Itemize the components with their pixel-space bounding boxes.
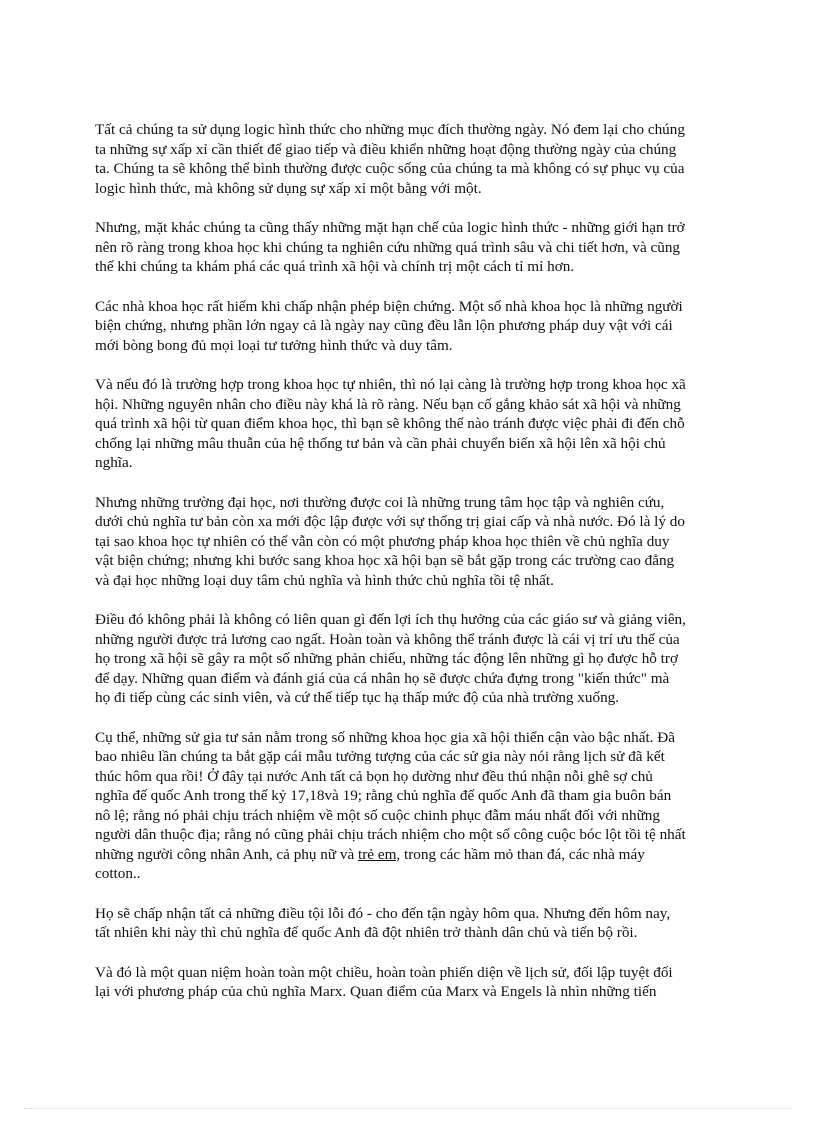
text-line: Và nếu đó là trường hợp trong khoa học tự nhiên, thì nó lại càng là trường hợp trong khoa học xã [95,376,686,393]
text-line: vật biện chứng; nhưng khi bước sang khoa học xã hội bạn sẽ bắt gặp trong các trường cao đẳng [95,552,675,569]
text-line: tất nhiên khi này thì chủ nghĩa đế quốc Anh đã đột nhiên trở thành dân chủ và tiến bộ rồi. [95,924,638,941]
text-line: thúc hôm qua rồi! Ở đây tại nước Anh tất cả bọn họ dường như đều thú nhận nỗi ghê sợ chủ [95,767,653,785]
text-line: nghĩa. [95,454,133,471]
text-line: họ trong xã hội sẽ gây ra một số những phản chiếu, những tác động lên những gì họ được hỗ trợ [95,650,678,667]
text-line: Điều đó không phải là không có liên quan gì đến lợi ích thụ hưởng của các giáo sư và giảng viên, [95,611,686,628]
text-line-with-link [95,845,720,865]
text-line: và đại học những loại duy tâm chủ nghĩa và hình thức chủ nghĩa tồi tệ nhất. [95,571,554,589]
document-body [95,120,720,1022]
text-segment: trong các hầm mỏ than đá, các nhà máy [400,845,645,863]
paragraph-1 [95,120,720,198]
paragraph-2 [95,218,720,277]
text-line: để dạy. Những quan điểm và đánh giá của cá nhân họ sẽ được chứa đựng trong "kiến thức" mà [95,669,670,687]
text-line: họ đi tiếp cùng các sinh viên, và cứ thế tiếp tục hạ thấp mức độ của nhà trường xuống. [95,689,620,706]
text-line: mới bòng bong đủ mọi loại tư tưởng hình thức và duy tâm. [95,336,453,354]
text-line: Các nhà khoa học rất hiếm khi chấp nhận phép biện chứng. Một số nhà khoa học là những người [95,297,683,315]
text-line: ta những sự xấp xỉ cần thiết để giao tiếp và điều khiển những hoạt động thường ngày của chúng [95,140,677,158]
text-line: lại với phương pháp của chủ nghĩa Marx. Quan điểm của Marx và Engels là nhìn những tiến [95,983,657,1000]
text-segment: những người công nhân Anh, cả phụ nữ và [95,845,359,863]
text-line: biện chứng, nhưng phần lớn ngay cả là ngày nay cũng đều lẫn lộn phương pháp duy vật với cái [95,317,673,334]
text-line: cotton.. [95,865,141,882]
text-line: tại sao khoa học tự nhiên có thể vẫn còn có một phương pháp khoa học thiên về chủ nghĩa duy [95,532,670,550]
text-line: Và đó là một quan niệm hoàn toàn một chiều, hoàn toàn phiến diện về lịch sử, đối lập tuyệt đối [95,963,673,981]
text-line: Nhưng, mặt khác chúng ta cũng thấy những mặt hạn chế của logic hình thức - những giới hạn trở [95,219,685,236]
paragraph-4 [95,375,720,473]
text-line: nghĩa đế quốc Anh trong thế kỷ 17,18và 19; rằng chủ nghĩa đế quốc Anh đã tham gia buôn bán [95,787,672,804]
paragraph-3 [95,297,720,356]
text-line: dưới chủ nghĩa tư bản còn xa mới độc lập được với sự thống trị giai cấp và nhà nước. Đó là lý do [95,513,685,530]
paragraph-7 [95,728,720,884]
text-line: thế khi chúng ta khám phá các quá trình xã hội và chính trị một cách tỉ mỉ hơn. [95,258,575,275]
text-line: Nhưng những trường đại học, nơi thường được coi là những trung tâm học tập và nghiên cứu, [95,493,665,511]
underlined-link[interactable]: trẻ em, [358,845,401,863]
text-line: Tất cả chúng ta sử dụng logic hình thức cho những mục đích thường ngày. Nó đem lại cho chúng [95,121,685,138]
paragraph-8 [95,904,720,943]
text-line: người dân thuộc địa; rằng nó cũng phải chịu trách nhiệm cho một số công cuộc bóc lột tồi tệ nhất [95,826,686,843]
text-line: Cụ thể, những sử gia tư sản nằm trong số những khoa học gia xã hội thiển cận vào bậc nhất. Đã [95,728,675,746]
page-bottom-divider [24,1108,792,1109]
text-line: ta. Chúng ta sẽ không thể bình thường được cuộc sống của chúng ta mà không có sự phục vụ của [95,160,685,177]
paragraph-6 [95,610,720,708]
text-line: nên rõ ràng trong khoa học khi chúng ta nghiên cứu những quá trình sâu và chi tiết hơn, và cũng [95,238,681,256]
text-line: logic hình thức, mà không sử dụng sự xấp xỉ một bằng với một. [95,179,482,197]
paragraph-9 [95,963,720,1002]
text-line: quá trình xã hội từ quan điểm khoa học, thì bạn sẽ không thể nào tránh được việc phải đi đến chỗ [95,415,685,432]
text-line: bao nhiêu lần chúng ta bắt gặp cái mẫu tưởng tượng của các sử gia này nói rằng lịch sử đã kết [95,748,665,765]
text-line: Họ sẽ chấp nhận tất cả những điều tội lỗi đó - cho đến tận ngày hôm qua. Nhưng đến hôm nay, [95,904,671,922]
text-line: chống lại những mâu thuẫn của hệ thống tư bản và cần phải chuyển biến xã hội lên xã hội chủ [95,434,666,452]
text-line: những người được trả lương cao ngất. Hoàn toàn và không thể tránh được là cái vị trí ưu thế của [95,630,680,648]
text-line: hội. Những nguyên nhân cho điều này khá là rõ ràng. Nếu bạn cố gắng khảo sát xã hội và những [95,395,681,413]
text-line: nô lệ; rằng nó phải chịu trách nhiệm về một số cuộc chinh phục đẫm máu nhất đối với những [95,806,660,824]
paragraph-5 [95,493,720,591]
